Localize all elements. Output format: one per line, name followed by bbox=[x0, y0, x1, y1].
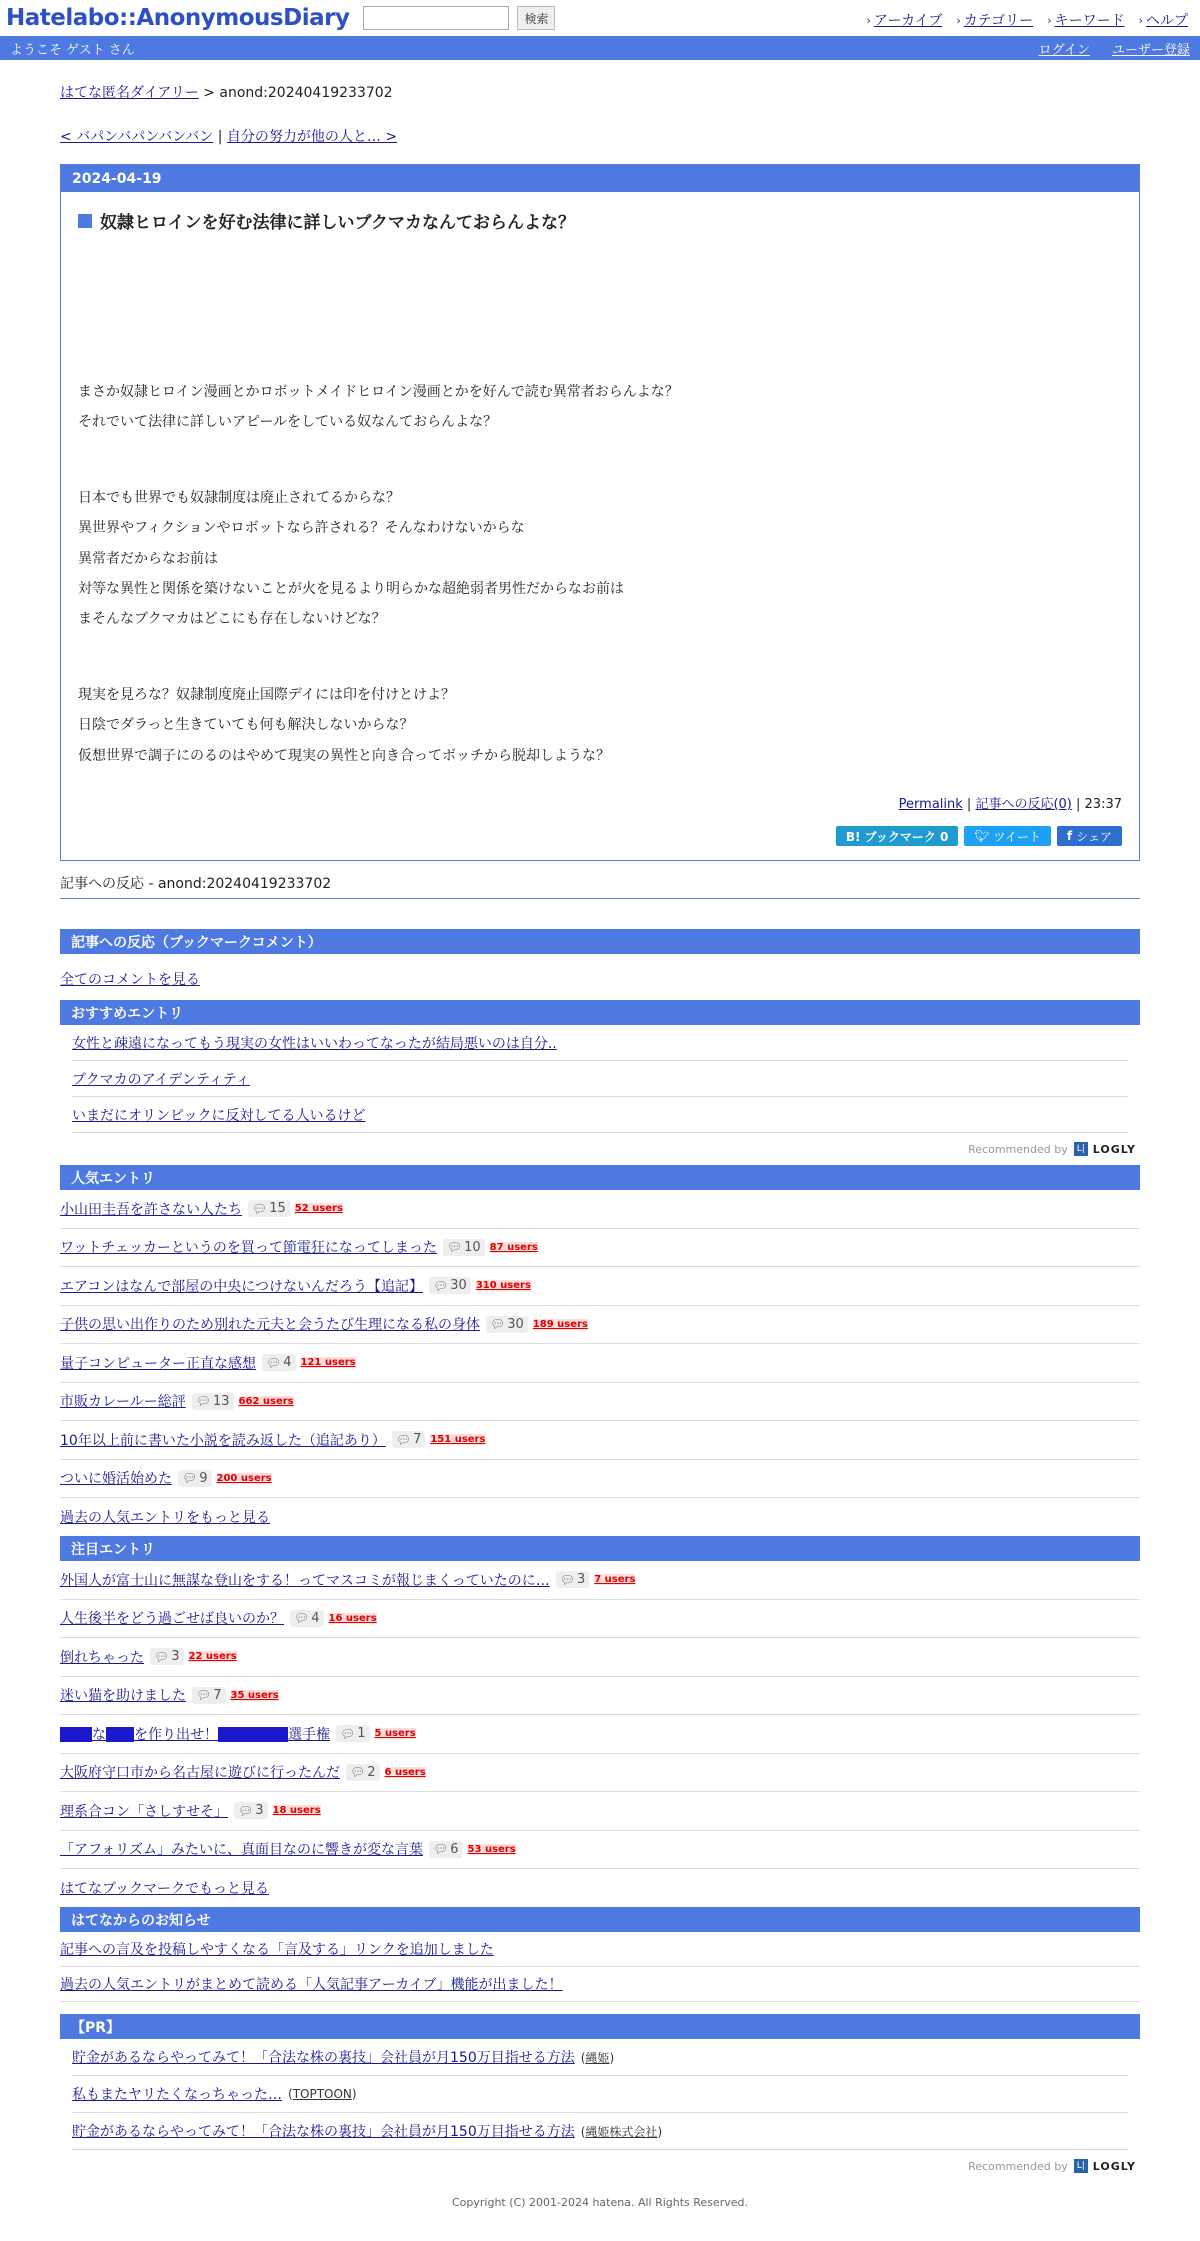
reaction-title: 記事への反応 - anond:20240419233702 bbox=[60, 873, 1140, 899]
entry-line: 日本でも世界でも奴隷制度は廃止されてるからな？ bbox=[78, 489, 400, 506]
prev-next-separator: | bbox=[217, 129, 223, 145]
list-item bbox=[60, 1383, 1140, 1422]
comment-count[interactable] bbox=[443, 1239, 485, 1256]
logly-credit[interactable] bbox=[60, 2150, 1140, 2182]
recommended-by-text: Recommended by bbox=[968, 2159, 1068, 2173]
pr-sponsor-name: 縄姫株式会社 bbox=[585, 2124, 658, 2139]
users-badge[interactable]: 87 users bbox=[489, 1241, 538, 1253]
news-link[interactable]: 記事への言及を投稿しやすくなる「言及する」リンクを追加しました bbox=[60, 1942, 494, 1959]
welcome-text: ようこそ ゲスト さん bbox=[10, 42, 135, 58]
speech-bubble-icon: 💬︎ bbox=[266, 1355, 282, 1370]
entry-paragraph-2 bbox=[78, 483, 1122, 635]
users-badge[interactable]: 53 users bbox=[467, 1843, 516, 1855]
entry-link[interactable]: 市販カレールー総評 bbox=[60, 1394, 186, 1411]
comment-count[interactable] bbox=[429, 1841, 463, 1858]
news-item bbox=[60, 1967, 1140, 2002]
logly-credit[interactable] bbox=[60, 1133, 1140, 1165]
comment-count-value: 6 bbox=[450, 1841, 459, 1857]
nav-link-help[interactable]: ヘルプ bbox=[1146, 13, 1188, 29]
pr-item bbox=[72, 2039, 1128, 2076]
comment-count-value: 30 bbox=[450, 1278, 467, 1294]
copyright: Copyright (C) 2001-2024 hatena. All Rights Reserved. bbox=[452, 2196, 748, 2210]
tweet-button[interactable] bbox=[964, 826, 1050, 846]
prev-entry-link[interactable]: < バパンバパンバンバン bbox=[60, 129, 214, 145]
speech-bubble-icon: 💬︎ bbox=[195, 1394, 211, 1409]
comment-count[interactable] bbox=[392, 1431, 426, 1448]
site-logo[interactable]: Hatelabo::AnonymousDiary bbox=[6, 5, 350, 31]
entry-link[interactable]: 小山田圭吾を許さない人たち bbox=[60, 1201, 242, 1218]
comment-count[interactable] bbox=[262, 1354, 296, 1371]
comment-count[interactable] bbox=[248, 1200, 290, 1217]
comment-count-value: 1 bbox=[357, 1726, 366, 1742]
entry-link[interactable]: エアコンはなんで部屋の中央につけないんだろう【追記】 bbox=[60, 1278, 424, 1295]
entry-link[interactable]: 大阪府守口市から名古屋に遊びに行ったんだ bbox=[60, 1765, 340, 1782]
facebook-share-label: シェア bbox=[1076, 829, 1112, 844]
speech-bubble-icon: 💬︎ bbox=[395, 1432, 412, 1447]
speech-bubble-icon: 💬︎ bbox=[252, 1201, 268, 1216]
entry-link[interactable]: 量子コンピューター正直な感想 bbox=[60, 1355, 256, 1372]
list-item bbox=[60, 1600, 1140, 1639]
speech-bubble-icon: 💬︎ bbox=[340, 1726, 356, 1741]
comment-count[interactable] bbox=[290, 1610, 324, 1627]
next-entry-link[interactable]: 自分の努力が他の人と… > bbox=[226, 129, 398, 145]
entry-title-part: を作り出せ！ bbox=[134, 1726, 218, 1743]
entry-line: 仮想世界で調子にのるのはやめて現実の異性と向き合ってボッチから脱却しような？ bbox=[78, 747, 610, 764]
list-item bbox=[72, 1061, 1128, 1097]
logly-logo-icon: L| bbox=[1074, 1142, 1088, 1156]
chevron-right-icon: › bbox=[956, 13, 961, 27]
entry-line: まそんなブクマカはどこにも存在しないけどな？ bbox=[78, 611, 386, 628]
list-item bbox=[72, 1097, 1128, 1133]
top-bar bbox=[0, 0, 1200, 36]
comment-count-value: 30 bbox=[507, 1316, 524, 1332]
nav-link-keyword[interactable]: キーワード bbox=[1054, 13, 1125, 29]
comment-count-value: 9 bbox=[199, 1470, 208, 1486]
list-item bbox=[60, 1754, 1140, 1793]
users-badge[interactable]: 121 users bbox=[300, 1357, 356, 1369]
entry-paragraph-1 bbox=[78, 377, 1122, 438]
hatena-news-heading: はてなからのお知らせ bbox=[60, 1907, 1140, 1932]
speech-bubble-icon: 💬︎ bbox=[154, 1649, 170, 1664]
nav-category bbox=[956, 10, 1033, 30]
comment-count[interactable] bbox=[178, 1470, 212, 1487]
entry-line: 現実を見ろな？奴隷制度廃止国際デイには印を付けとけよ？ bbox=[78, 686, 456, 703]
entry-box bbox=[60, 164, 1140, 861]
speech-bubble-icon: 💬︎ bbox=[490, 1317, 506, 1332]
entry-line: 異常者だからなお前は bbox=[78, 550, 218, 567]
list-item bbox=[60, 1792, 1140, 1831]
users-badge[interactable]: 189 users bbox=[532, 1318, 588, 1330]
entry-title bbox=[78, 208, 1122, 233]
tweet-label: ツイート bbox=[993, 829, 1041, 844]
list-item bbox=[72, 1025, 1128, 1061]
entry-footer: Permalink | 記事への反応(0) | 23:37 bbox=[898, 797, 1122, 813]
nav-link-category[interactable]: カテゴリー bbox=[963, 13, 1034, 29]
logly-text: LOGLY bbox=[1092, 2159, 1136, 2173]
comment-count-value: 3 bbox=[171, 1649, 180, 1665]
twitter-bird-icon: 🐦︎ bbox=[974, 829, 994, 844]
users-badge[interactable]: 200 users bbox=[216, 1472, 272, 1484]
entry-link[interactable]: ワットチェッカーというのを買って節電狂になってしまった bbox=[60, 1240, 437, 1257]
prev-next-nav bbox=[60, 126, 1140, 146]
breadcrumb-separator: > bbox=[203, 85, 215, 101]
users-badge[interactable]: 310 users bbox=[475, 1280, 531, 1292]
comment-count-value: 4 bbox=[283, 1355, 292, 1371]
entry-line: 日陰でダラっと生きていても何も解決しないからな？ bbox=[78, 717, 414, 734]
users-badge[interactable]: 5 users bbox=[374, 1728, 416, 1740]
logly-logo-icon: L| bbox=[1074, 2159, 1088, 2173]
comment-count[interactable] bbox=[486, 1316, 528, 1333]
speech-bubble-icon: 💬︎ bbox=[196, 1688, 212, 1703]
entry-body bbox=[61, 192, 1139, 860]
list-item bbox=[60, 1638, 1140, 1677]
comment-count[interactable] bbox=[192, 1687, 226, 1704]
pr-sponsor-name: 縄姫 bbox=[585, 2050, 610, 2065]
comment-count-value: 15 bbox=[269, 1201, 286, 1217]
hatena-bookmark-button[interactable]: B! ブックマーク 0 bbox=[836, 826, 959, 846]
user-links bbox=[1039, 39, 1190, 58]
notable-more bbox=[60, 1869, 1140, 1907]
nav-archive bbox=[866, 10, 942, 30]
chevron-right-icon: › bbox=[866, 13, 871, 27]
popular-heading: 人気エントリ bbox=[60, 1165, 1140, 1190]
entry-link[interactable]: 倒れちゃった bbox=[60, 1649, 144, 1666]
news-item bbox=[60, 1932, 1140, 1967]
comment-count-value: 7 bbox=[213, 1687, 222, 1703]
list-item bbox=[60, 1561, 1140, 1600]
facebook-share-button[interactable] bbox=[1057, 826, 1122, 846]
search-input[interactable] bbox=[363, 6, 509, 30]
entry-title-part: な bbox=[92, 1726, 106, 1743]
entry-link[interactable]: 子供の思い出作りのため別れた元夫と会うたび生理になる私の身体 bbox=[60, 1317, 480, 1334]
search-button[interactable]: 検索 bbox=[517, 6, 555, 30]
register-link[interactable]: ユーザー登録 bbox=[1111, 43, 1190, 58]
entry-paragraph-3 bbox=[78, 680, 1122, 771]
entry-title-part: 選手権 bbox=[288, 1726, 330, 1743]
list-item bbox=[60, 1421, 1140, 1460]
nav-help bbox=[1139, 10, 1188, 30]
pr-sponsor: (縄姫) bbox=[580, 2050, 615, 2065]
login-link[interactable]: ログイン bbox=[1038, 43, 1090, 58]
entry-title-text: 奴隷ヒロインを好む法律に詳しいブクマカなんておらんよな？ bbox=[100, 213, 575, 233]
speech-bubble-icon: 💬︎ bbox=[182, 1471, 198, 1486]
list-item bbox=[60, 1306, 1140, 1345]
speech-bubble-icon: 💬︎ bbox=[350, 1765, 366, 1780]
pr-item bbox=[72, 2113, 1128, 2150]
entry-link[interactable]: 人生後半をどう過ごせば良いのか？ bbox=[60, 1611, 284, 1628]
users-badge[interactable]: 6 users bbox=[384, 1766, 426, 1778]
recommended-by-text: Recommended by bbox=[968, 1142, 1068, 1156]
facebook-icon: f bbox=[1066, 829, 1077, 844]
comment-count[interactable] bbox=[346, 1764, 380, 1781]
comment-count-value: 13 bbox=[212, 1393, 230, 1409]
logly-text: LOGLY bbox=[1092, 1142, 1136, 1156]
nav-keyword bbox=[1047, 10, 1124, 30]
list-item bbox=[60, 1344, 1140, 1383]
notable-more-link[interactable]: はてなブックマークでもっと見る bbox=[60, 1881, 270, 1898]
breadcrumb bbox=[60, 82, 1140, 102]
comment-count-value: 4 bbox=[311, 1610, 320, 1626]
chevron-right-icon: › bbox=[1047, 13, 1052, 27]
bookmark-comments-heading: 記事への反応（ブックマークコメント） bbox=[60, 929, 1140, 954]
comment-count[interactable] bbox=[429, 1277, 471, 1294]
users-badge[interactable]: 16 users bbox=[328, 1612, 377, 1624]
entry-line: それでいて法律に詳しいアピールをしている奴なんておらんよな？ bbox=[78, 414, 498, 431]
share-buttons bbox=[78, 826, 1122, 846]
comment-count[interactable] bbox=[556, 1571, 590, 1588]
entry-date: 2024-04-19 bbox=[61, 165, 1139, 192]
redacted-highlight bbox=[218, 1727, 288, 1742]
permalink-link[interactable]: Permalink bbox=[898, 797, 963, 813]
entry-link[interactable]: 「アフォリズム」みたいに、真面目なのに響きが変な言葉 bbox=[60, 1842, 424, 1859]
news-link[interactable]: 過去の人気エントリがまとめて読める「人気記事アーカイブ」機能が出ました！ bbox=[60, 1977, 563, 1994]
popular-list bbox=[60, 1190, 1140, 1498]
notable-list bbox=[60, 1561, 1140, 1869]
list-item bbox=[60, 1677, 1140, 1716]
redacted-highlight bbox=[60, 1727, 92, 1742]
pr-link[interactable]: 貯金があるならやってみて！「合法な株の裏技」会社員が月150万目指せる方法 bbox=[72, 2124, 575, 2141]
list-item bbox=[60, 1460, 1140, 1499]
popular-more bbox=[60, 1498, 1140, 1536]
speech-bubble-icon: 💬︎ bbox=[238, 1803, 254, 1818]
nav-link-archive[interactable]: アーカイブ bbox=[873, 13, 943, 29]
comment-count[interactable] bbox=[336, 1725, 370, 1742]
comment-count-value: 3 bbox=[576, 1572, 586, 1588]
comment-count-value: 2 bbox=[367, 1764, 376, 1780]
square-bullet-icon[interactable] bbox=[78, 214, 92, 228]
all-comments bbox=[60, 969, 1140, 989]
entry-line: 異世界やフィクションやロボットなら許される？そんなわけないからな bbox=[78, 520, 525, 537]
recommended-link[interactable]: 女性と疎遠になってもう現実の女性はいいわってなったが結局悪いのは自分.. bbox=[72, 1035, 557, 1052]
speech-bubble-icon: 💬︎ bbox=[433, 1278, 449, 1293]
user-bar bbox=[0, 36, 1200, 60]
redacted-highlight bbox=[106, 1727, 134, 1742]
comment-count-value: 10 bbox=[464, 1239, 481, 1255]
speech-bubble-icon: 💬︎ bbox=[446, 1240, 463, 1255]
entry-link[interactable]: 迷い猫を助けました bbox=[60, 1688, 186, 1705]
chevron-right-icon: › bbox=[1138, 13, 1143, 27]
entry-time: 23:37 bbox=[1084, 797, 1122, 813]
entry-link[interactable]: 10年以上前に書いた小説を読み返した（追記あり） bbox=[60, 1432, 386, 1449]
breadcrumb-current: anond:20240419233702 bbox=[219, 85, 393, 101]
recommended-link[interactable]: いまだにオリンピックに反対してる人いるけど bbox=[72, 1107, 366, 1124]
speech-bubble-icon: 💬︎ bbox=[294, 1611, 310, 1626]
recommended-link[interactable]: ブクマカのアイデンティティ bbox=[72, 1071, 250, 1088]
entry-link[interactable]: 理系合コン「さしすせそ」 bbox=[60, 1803, 228, 1820]
comment-count[interactable] bbox=[192, 1393, 234, 1410]
entry-line: まさか奴隷ヒロイン漫画とかロボットメイドヒロイン漫画とかを好んで読む異常者おらんよな？ bbox=[78, 384, 679, 400]
pr-item bbox=[72, 2076, 1128, 2113]
pr-sponsor: (縄姫株式会社) bbox=[580, 2124, 663, 2139]
users-badge[interactable]: 7 users bbox=[594, 1574, 636, 1586]
entry-line: 対等な異性と関係を築けないことが火を見るより明らかな超絶弱者男性だからなお前は bbox=[78, 581, 624, 598]
comment-count[interactable] bbox=[234, 1802, 268, 1819]
list-item bbox=[60, 1267, 1140, 1306]
notable-heading: 注目エントリ bbox=[60, 1536, 1140, 1561]
users-badge[interactable]: 22 users bbox=[188, 1651, 237, 1663]
breadcrumb-home[interactable]: はてな匿名ダイアリー bbox=[60, 85, 199, 101]
users-badge[interactable]: 662 users bbox=[238, 1395, 294, 1407]
pr-link[interactable]: 貯金があるならやってみて！「合法な株の裏技」会社員が月150万目指せる方法 bbox=[72, 2050, 575, 2067]
popular-more-link[interactable]: 過去の人気エントリをもっと見る bbox=[60, 1510, 270, 1527]
users-badge[interactable]: 35 users bbox=[230, 1689, 279, 1701]
list-item bbox=[60, 1229, 1140, 1268]
top-nav bbox=[866, 10, 1188, 30]
reactions-link[interactable]: 記事への反応(0) bbox=[975, 797, 1072, 813]
comment-count-value: 3 bbox=[255, 1803, 264, 1819]
list-item bbox=[60, 1715, 1140, 1754]
pr-sponsor: (TOPTOON) bbox=[288, 2087, 357, 2102]
all-comments-link[interactable]: 全てのコメントを見る bbox=[60, 972, 200, 989]
speech-bubble-icon: 💬︎ bbox=[433, 1842, 449, 1857]
users-badge[interactable]: 151 users bbox=[430, 1434, 486, 1446]
users-badge[interactable]: 18 users bbox=[272, 1805, 321, 1817]
comment-count[interactable] bbox=[150, 1648, 184, 1665]
pr-heading: 【PR】 bbox=[60, 2014, 1140, 2039]
speech-bubble-icon: 💬︎ bbox=[559, 1572, 575, 1587]
pr-sponsor-name: TOPTOON bbox=[292, 2087, 352, 2102]
pr-link[interactable]: 私もまたヤリたくなっちゃった… bbox=[72, 2087, 282, 2104]
comment-count-value: 7 bbox=[413, 1432, 422, 1448]
users-badge[interactable]: 52 users bbox=[294, 1203, 343, 1215]
entry-link[interactable]: 外国人が富士山に無謀な登山をする！ってマスコミが報じまくっていたのに… bbox=[60, 1572, 550, 1589]
main-content bbox=[60, 82, 1140, 2209]
list-item bbox=[60, 1831, 1140, 1870]
entry-link[interactable] bbox=[60, 1724, 330, 1744]
recommended-heading: おすすめエントリ bbox=[60, 1000, 1140, 1025]
list-item bbox=[60, 1190, 1140, 1229]
entry-link[interactable]: ついに婚活始めた bbox=[60, 1471, 172, 1488]
